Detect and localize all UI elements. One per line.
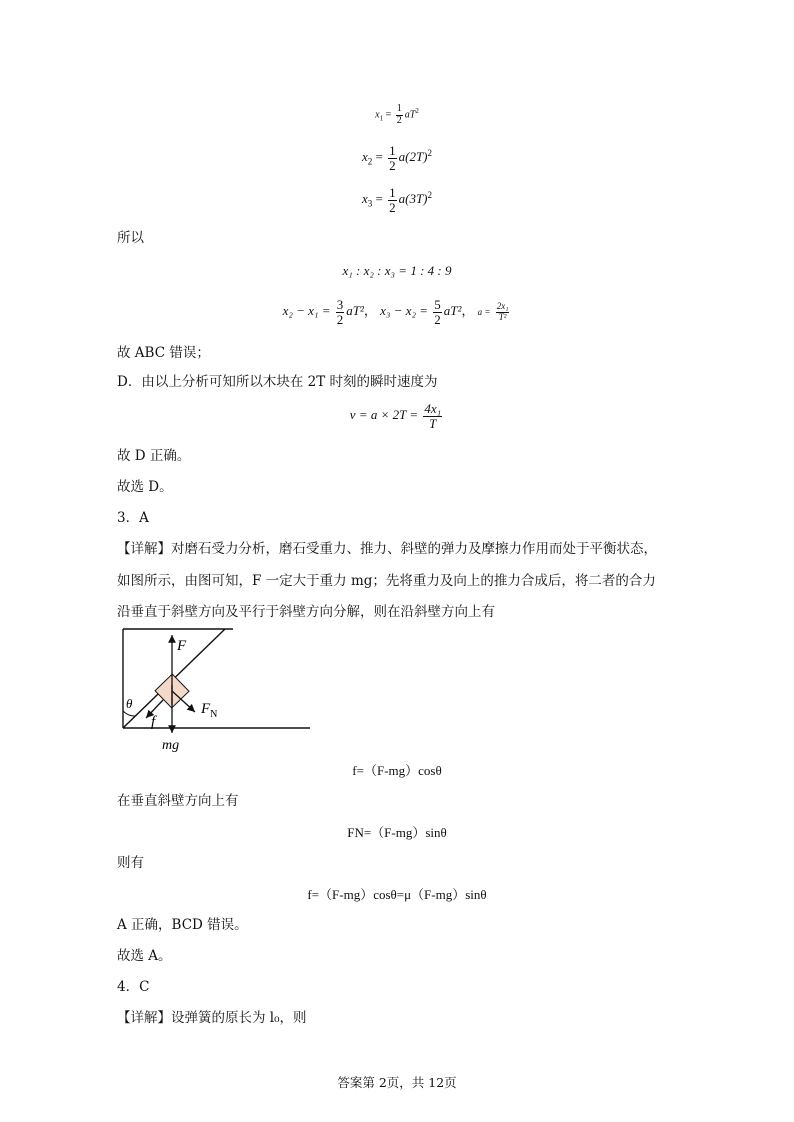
- eq-a-den: T²: [498, 311, 507, 322]
- label-fn-force: $F_N$: [201, 701, 218, 720]
- eq-x3-lhs: x: [361, 191, 368, 207]
- eq-friction-mu: f=（F-mg）cosθ=μ（F-mg）sinθ: [307, 887, 487, 902]
- eq-x2-sub: 2: [367, 156, 373, 167]
- q3-paragraph-2: 如图所示，由图可知，F 一定大于重力 mg；先将重力及向上的推力合成后，将二者的合力: [117, 573, 656, 589]
- eq-diff1-num: 3: [336, 297, 344, 312]
- eq-diff2-num: 5: [434, 297, 441, 312]
- eq-diff1-frac: [336, 298, 345, 326]
- eq-a-lhs: a =: [477, 307, 491, 318]
- eq-a-frac: [496, 302, 510, 322]
- eq-x1-lhs: x: [375, 109, 380, 121]
- eq-v-lhs: v = a × 2T =: [349, 407, 419, 423]
- eq-diff2-den: 2: [434, 311, 441, 327]
- page-footer: 答案第 2页，共 12页: [337, 1075, 457, 1090]
- text-d-analysis: D．由以上分析可知所以木块在 2T 时刻的瞬时速度为: [117, 374, 438, 390]
- text-suoyi: 所以: [117, 230, 144, 246]
- eq-diff2-rest: aT²: [443, 303, 462, 319]
- eq-x3-sub: 3: [367, 198, 373, 209]
- q3-label: 3．A: [117, 510, 149, 526]
- text-a-correct: A 正确，BCD 错误。: [117, 917, 248, 933]
- eq-diff1-den: 2: [336, 311, 344, 327]
- eq-x2-rest: a(2T): [398, 149, 428, 165]
- eq-x1-rest: aT: [404, 109, 416, 121]
- eq-x3-rest: a(3T): [398, 191, 428, 207]
- eq-v-frac: [423, 402, 442, 430]
- eq-diff1-rest: aT²: [346, 303, 364, 319]
- text-d-correct: 故 D 正确。: [117, 448, 191, 464]
- text-zeyou: 则有: [117, 855, 144, 871]
- eq-x1-sub: 1: [379, 114, 384, 123]
- eq-sep-1: ，: [363, 303, 377, 319]
- eq-sep-2: ，: [461, 303, 475, 319]
- text-choose-d: 故选 D。: [117, 479, 173, 495]
- angle-arc: [123, 711, 135, 716]
- eq-x3-pow: 2: [427, 189, 433, 200]
- label-mg: mg: [162, 738, 180, 753]
- eq-x3-num: 1: [389, 185, 396, 200]
- text-perpendicular: 在垂直斜壁方向上有: [117, 793, 239, 809]
- eq-x3: $x_3$ = $\frac{1}{2}$ $a(3T)^2$: [361, 185, 433, 215]
- eq-v-den: T: [429, 415, 437, 431]
- eq-x1-pow: 2: [415, 106, 419, 115]
- eq-diffs: [0, 298, 794, 326]
- eq-normal-force: FN=（F-mg）sinθ: [347, 825, 447, 840]
- eq-x1-den: 2: [396, 114, 402, 126]
- eq-v: [0, 402, 794, 430]
- eq-x2-pow: 2: [427, 147, 433, 158]
- text-choose-a: 故选 A。: [117, 948, 172, 964]
- label-friction: f: [151, 714, 156, 730]
- eq-v-num: 4x₁: [424, 401, 442, 416]
- q3-paragraph-1: 【详解】对磨石受力分析，磨石受重力、推力、斜壁的弹力及摩擦力作用而处于平衡状态，: [117, 541, 657, 557]
- label-theta: θ: [126, 696, 133, 711]
- eq-x2: $x_2$ = $\frac{1}{2}$ $a(2T)^2$: [361, 143, 433, 173]
- eq-x2-den: 2: [389, 157, 396, 173]
- q3-paragraph-3: 沿垂直于斜壁方向及平行于斜壁方向分解，则在沿斜壁方向上有: [117, 604, 495, 620]
- eq-x1-num: 1: [396, 103, 402, 114]
- eq-x1-frac: [396, 104, 403, 126]
- eq-x1: $x_1$ = $\frac{1}{2}$ $aT^2$: [375, 103, 419, 126]
- eq-ratio: x₁ : x₂ : x₃ = 1 : 4 : 9: [342, 263, 452, 278]
- eq-diff2-frac: [433, 298, 442, 326]
- label-f-force: F: [177, 638, 187, 654]
- force-diagram: [115, 625, 315, 755]
- eq-diff2-lhs: x₃ − x₂ =: [380, 303, 429, 319]
- eq-diff1-lhs: x₂ − x₁ =: [282, 303, 331, 319]
- eq-x2-num: 1: [389, 143, 396, 158]
- eq-x2-frac: [388, 144, 397, 172]
- text-abc-wrong: 故 ABC 错误；: [117, 345, 210, 361]
- eq-x3-frac: [388, 186, 397, 214]
- q4-paragraph-1: 【详解】设弹簧的原长为 l₀，则: [117, 1010, 307, 1026]
- eq-x3-den: 2: [389, 199, 396, 215]
- eq-x2-lhs: x: [361, 149, 368, 165]
- q4-label: 4．C: [117, 979, 150, 995]
- eq-a-num: 2x₁: [496, 301, 509, 312]
- eq-friction: f=（F-mg）cosθ: [352, 763, 442, 778]
